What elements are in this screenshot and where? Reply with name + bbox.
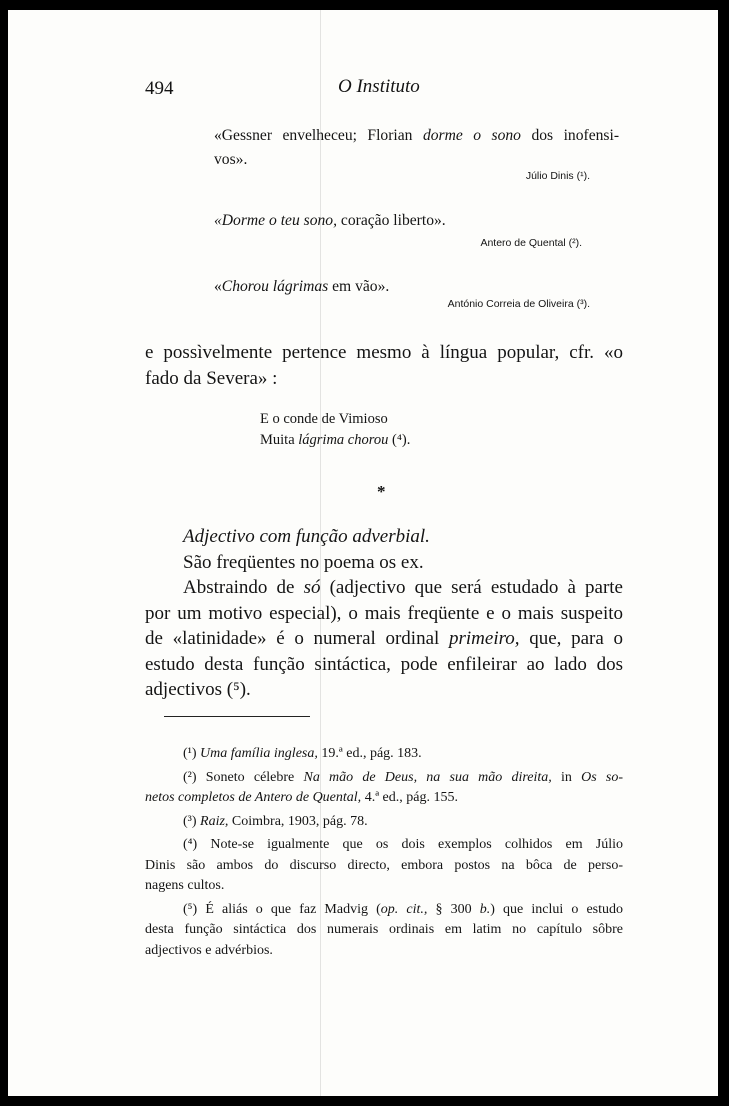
section-heading: Adjectivo com função adverbial. [183,526,430,547]
running-title: O Instituto [338,76,420,97]
footnote-1: (¹) Uma família inglesa, 19.ª ed., pág. 183. [183,746,422,761]
scanned-page [8,10,718,1096]
quote-correia: «Chorou lágrimas em vão». [214,278,390,295]
attribution-antero-de-quental: Antero de Quental (²). [480,237,582,249]
section-adjectivo: Adjectivo com função adverbial. São freqüentes no poema os ex. Abstraindo de só (adjectivo que será estudado à parte por um motivo especial), o mais freqüente e o mais suspeito de «latinidade» é o numeral ordinal primeiro, que, para o estudo desta função sintáctica, pode enfileirar ao lado dos adjectivos (⁵). [145,526,623,700]
footnote-2: (²) Soneto célebre Na mão de Deus, na sua mão direita, in Os so- netos completos de Antero de Quental, 4.ª ed., pág. 155. [145,769,624,805]
paragraph-fado: e possìvelmente pertence mesmo à língua popular, cfr. «o fado da Severa» : [145,342,623,389]
section-separator-asterisk: * [377,482,386,501]
page-number: 494 [145,78,174,99]
footnote-4: (⁴) Note-se igualmente que os dois exemplos colhidos em Júlio Dinis são ambos do discurso directo, embora postos na bôca de perso- nagens cultos. [145,837,624,893]
footnote-rule [164,716,310,717]
attribution-antonio-correia: António Correia de Oliveira (³). [447,298,590,310]
section-sentence: São freqüentes no poema os ex. [183,551,424,573]
attribution-julio-dinis: Júlio Dinis (¹). [525,170,590,182]
footnote-3: (³) Raiz, Coimbra, 1903, pág. 78. [183,813,368,829]
verse-quote: E o conde de Vimioso Muita lágrima chorou (⁴). [260,411,411,448]
footnote-5: (⁵) É aliás o que faz Madvig (op. cit., § 300 b.) que inclui o estudo desta função sintáctica dos numerais ordinais em latim no capítulo sôbre adjectivos e advérbios. [145,901,624,958]
quote-gessner: «Gessner envelheceu; Florian dorme o sono dos inofensi- vos». [214,127,620,168]
footnotes [145,744,623,964]
quote-antero: «Dorme o teu sono, coração liberto». [214,212,446,229]
